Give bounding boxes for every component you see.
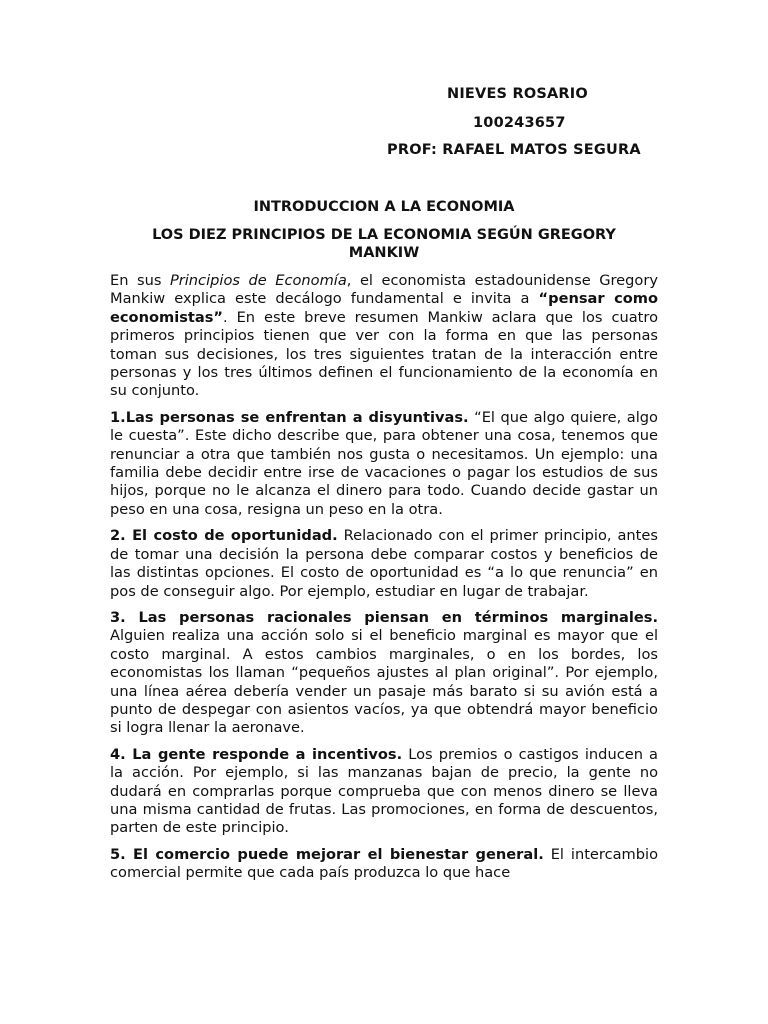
course-title: INTRODUCCION A LA ECONOMIA [253, 199, 515, 215]
principle-heading: 1.Las personas se enfrentan a disyuntivas. [110, 408, 469, 426]
principle-3 [110, 609, 658, 738]
book-title: Principios de Economía [169, 272, 347, 289]
principle-heading: 5. El comercio puede mejorar el bienestar general. [110, 845, 544, 863]
principle-text: Relacionado con el primer principio, antes de tomar una decisión la persona debe comparar costos y beneficios de las distintas opciones. El costo de oportunidad es “a lo que renuncia” en pos de conseguir algo. Por ejemplo, estudiar en lugar de trabajar. [110, 527, 658, 600]
principle-heading: 4. La gente responde a incentivos. [110, 745, 403, 763]
intro-paragraph [110, 272, 658, 401]
principle-text: Los premios o castigos inducen a la acción. Por ejemplo, si las manzanas bajan de precio, la gente no dudará en comprarlas porque comprueba que con menos dinero se lleva una misma cantidad de frutas. Las promociones, en forma de descuentos, parten de este principio. [110, 745, 658, 837]
intro-mid: , el economista estadounidense Gregory Mankiw explica este decálogo fundamental e invita a [110, 272, 658, 308]
principle-text: Alguien realiza una acción solo si el beneficio marginal es mayor que el costo marginal. A estos cambios marginales, o en los bordes, los economistas los llaman “pequeños ajustes al plan original”. Por ejemplo, una línea aérea debería vender un pasaje más barato si su avión está a punto de despegar con asientos vacíos, ya que obtendrá mayor beneficio si logra llenar la aeronave. [110, 627, 658, 737]
intro-pre: En sus [110, 272, 170, 289]
document-body [110, 272, 658, 891]
author-name: NIEVES ROSARIO [447, 86, 588, 102]
principle-5 [110, 846, 658, 883]
student-id: 100243657 [473, 115, 566, 131]
intro-post: . En este breve resumen Mankiw aclara que los cuatro primeros principios tienen que ver con la forma en que las personas toman sus decisiones, los tres siguientes tratan de la interacción entre personas y los tres últimos definen el funcionamiento de la economía en su conjunto. [110, 308, 658, 400]
document-title: LOS DIEZ PRINCIPIOS DE LA ECONOMIA SEGÚN GREGORY MANKIW [152, 227, 616, 261]
principle-1 [110, 409, 658, 519]
principle-text: El intercambio comercial permite que cada país produzca lo que hace [110, 845, 659, 882]
principle-2 [110, 527, 658, 601]
principle-text: “El que algo quiere, algo le cuesta”. Este dicho describe que, para obtener una cosa, tenemos que renunciar a otra que también nos gusta o necesitamos. Un ejemplo: una familia debe decidir entre irse de vacaciones o pagar los estudios de sus hijos, porque no le alcanza el dinero para todo. Cuando decide gastar un peso en una cosa, resigna un peso en la otra. [110, 408, 658, 518]
principle-4 [110, 746, 658, 838]
principle-heading: 2. El costo de oportunidad. [110, 527, 338, 545]
intro-quote: “pensar como economistas” [110, 290, 658, 326]
principle-heading: 3. Las personas racionales piensan en términos marginales. [110, 608, 658, 626]
professor-name: PROF: RAFAEL MATOS SEGURA [387, 142, 641, 158]
